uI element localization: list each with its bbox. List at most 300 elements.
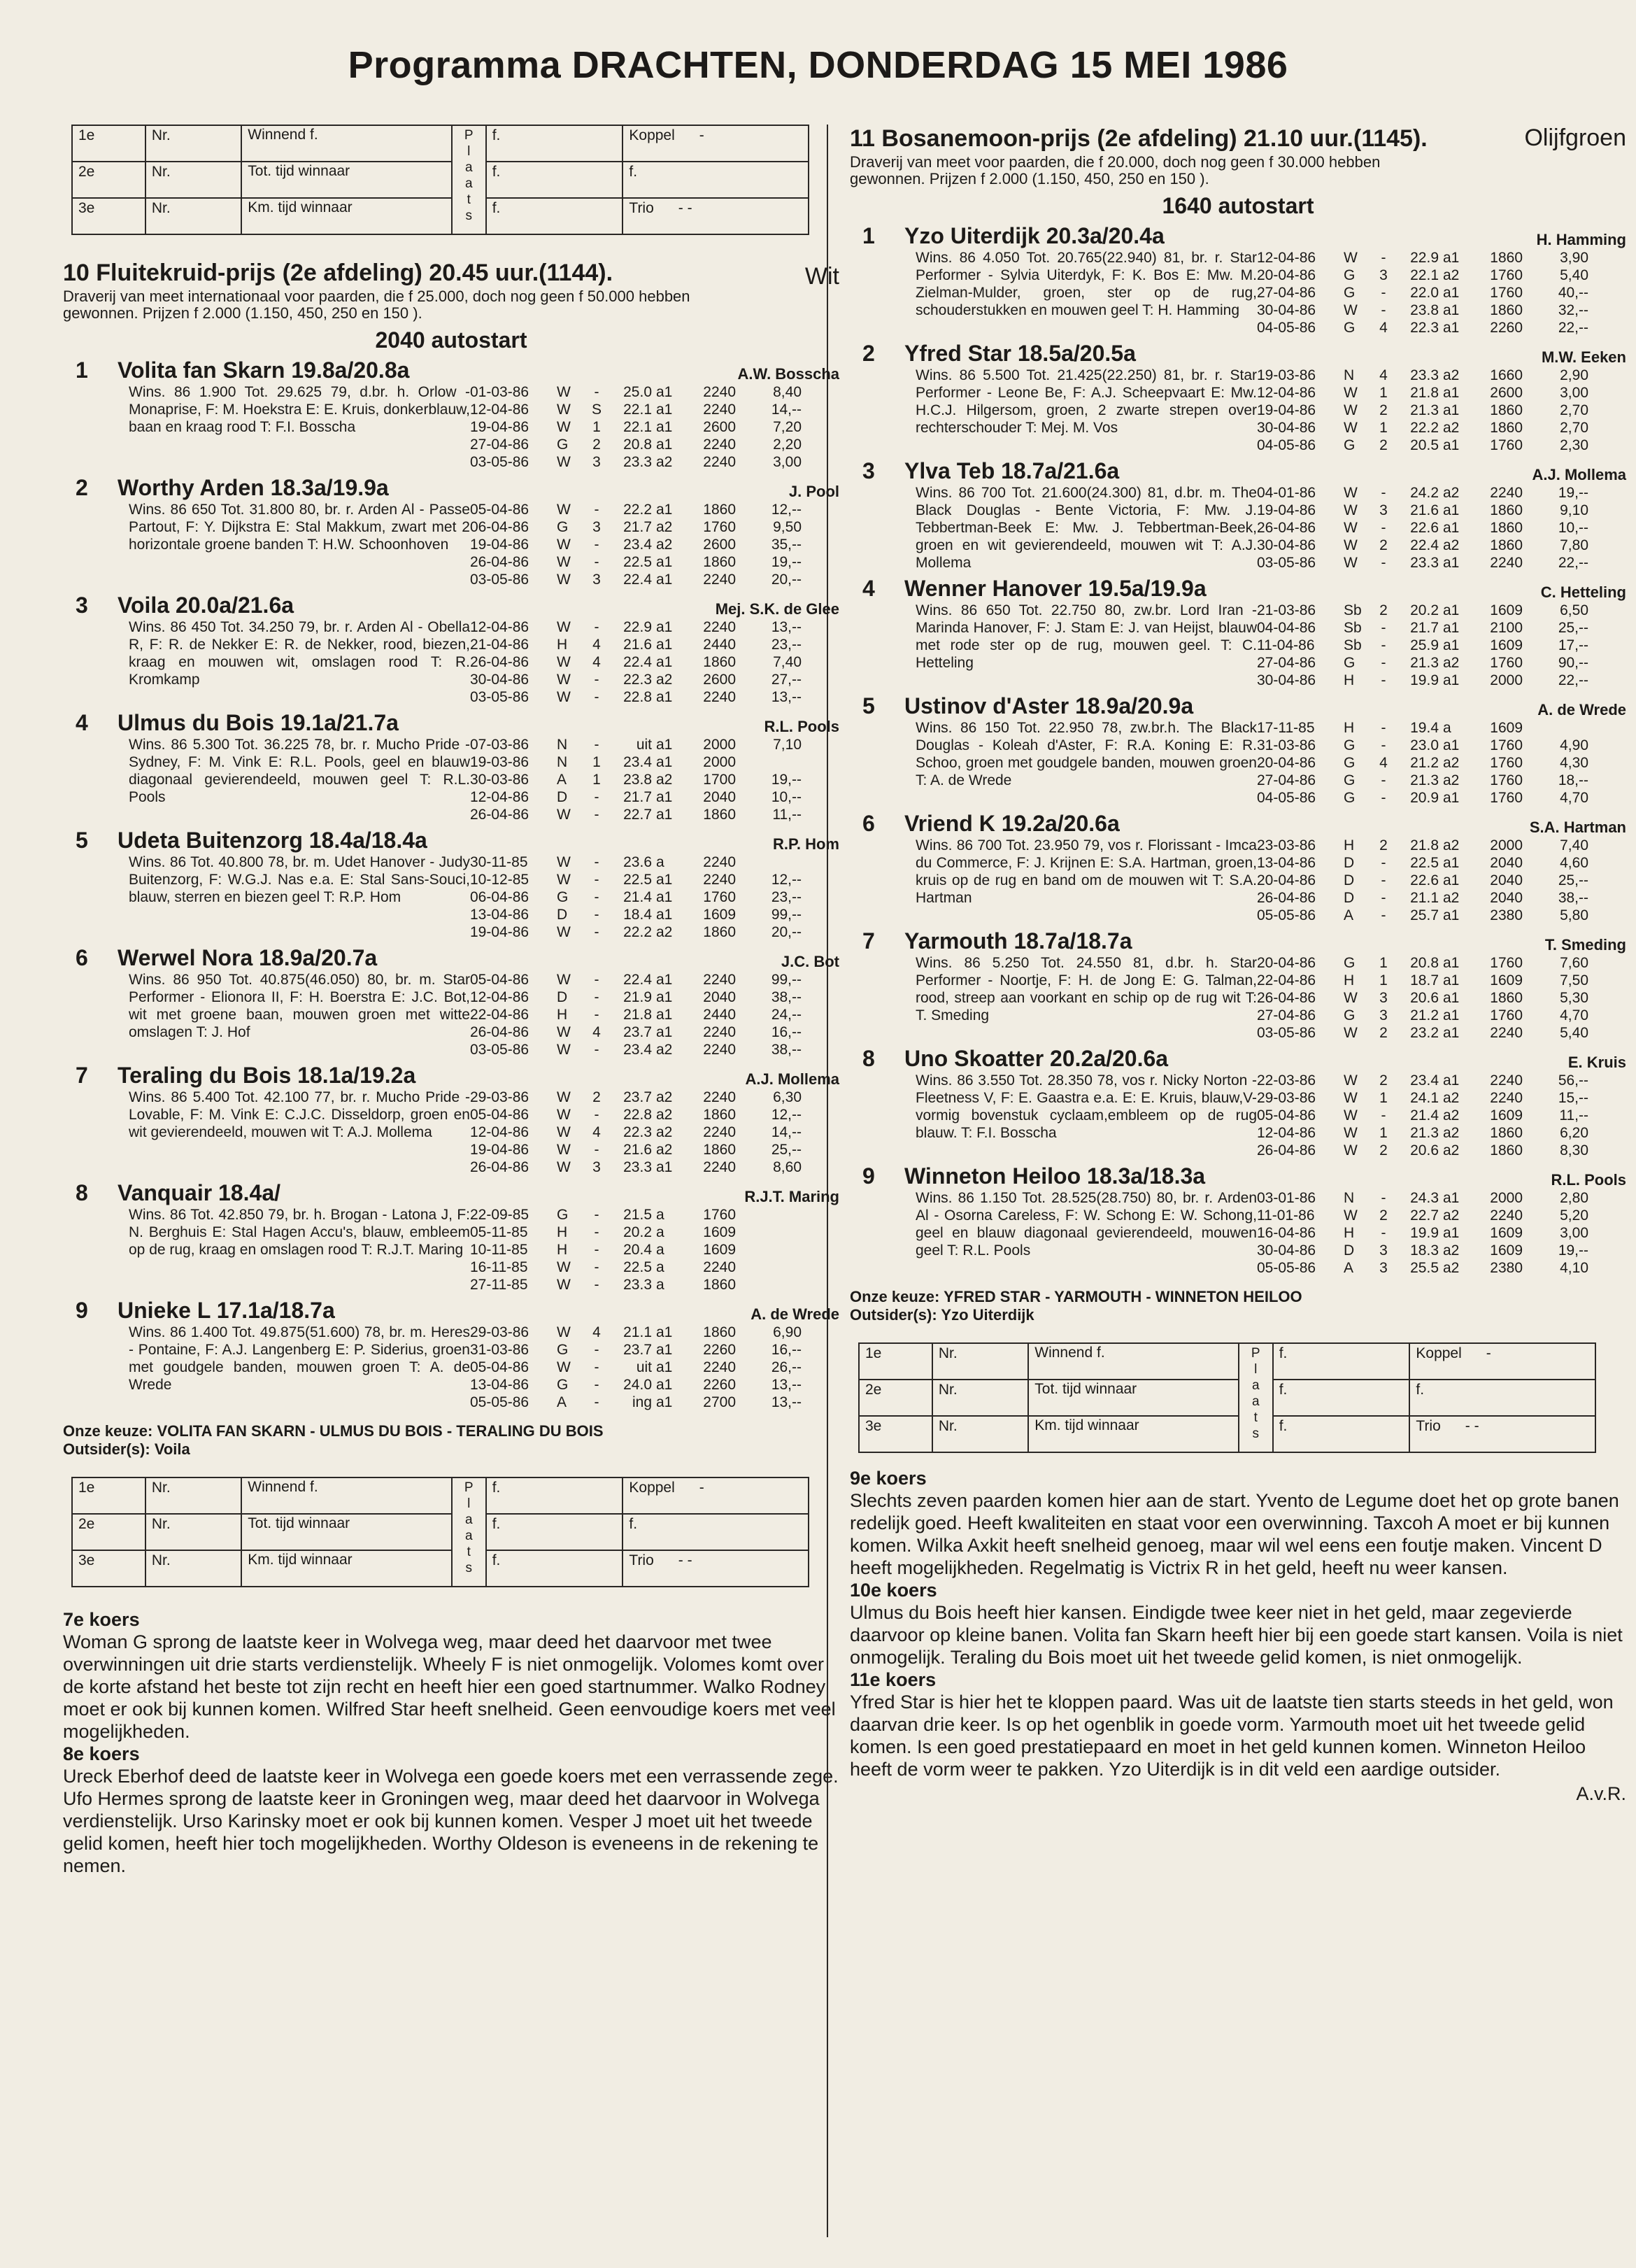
entry-header [63, 1063, 839, 1089]
form-track: H [557, 1224, 568, 1240]
form-odds: 19,-- [1558, 1242, 1588, 1259]
form-track: G [1344, 437, 1356, 453]
form-odds: 4,70 [1560, 1007, 1588, 1023]
entry-number: 5 [862, 693, 875, 718]
form-row [1257, 419, 1626, 437]
form-date: 12-04-86 [1257, 385, 1316, 401]
form-time: 22.5 [623, 554, 652, 570]
form-row [1257, 519, 1626, 537]
choice-value: YFRED STAR - YARMOUTH - WINNETON HEILOO [944, 1288, 1302, 1305]
form-date: 19-04-86 [470, 537, 529, 553]
form-place: - [1381, 285, 1386, 301]
form-row [470, 888, 839, 906]
form-track: G [1344, 655, 1356, 671]
form-distance: 1760 [1490, 655, 1523, 671]
commentary-text: Ureck Eberhof deed de laatste keer in Wolvega een goede koers met een verrassende zege. Ufo Hermes sprong de laatste keer in Groningen weg, maar deed het daarvoor in Wolvega verdienstelijk. Urso Karinsky moet er ook bij kunnen komen. Vesper J moet uit het tweede gelid komen, heeft hier toch mogelijkheden. Worthy Oldeson is eveneens in de rekening te nemen. [63, 1766, 839, 1876]
race-color: Wit [804, 263, 839, 290]
form-date: 30-04-86 [1257, 1242, 1316, 1259]
form-distance: 1860 [1490, 250, 1523, 266]
horse-description: Wins. 86 450 Tot. 34.250 79, br. r. Arden Al - Obella R, F: R. de Nekker E: R. de Nekker, rood, biezen, kraag en mouwen wit, omslagen rood T: R. Kromkamp [129, 619, 470, 688]
form-distance: 1860 [703, 1107, 736, 1123]
form-odds: 12,-- [771, 1107, 802, 1123]
form-code: a1 [656, 637, 673, 653]
result-bet-label: f. [623, 162, 809, 198]
form-row [1257, 889, 1626, 907]
form-odds: 22,-- [1558, 320, 1588, 336]
form-place: - [1381, 555, 1386, 571]
form-distance: 1860 [1490, 537, 1523, 553]
result-number-label: Nr. [145, 1514, 241, 1550]
form-odds: 20,-- [771, 572, 802, 588]
form-odds: 32,-- [1558, 302, 1588, 318]
form-time: 22.0 [1410, 285, 1439, 301]
form-odds: 38,-- [771, 1042, 802, 1058]
form-row [470, 536, 839, 553]
result-row [72, 1550, 809, 1587]
form-odds: 40,-- [1558, 285, 1588, 301]
form-code: a1 [1443, 955, 1460, 971]
outsider-label: Outsider(s): [63, 1440, 150, 1458]
form-code: a1 [656, 1359, 673, 1375]
form-row [1257, 672, 1626, 689]
form-date: 13-04-86 [1257, 855, 1316, 871]
form-date: 22-03-86 [1257, 1072, 1316, 1089]
form-time: 21.9 [623, 989, 652, 1005]
form-date: 30-03-86 [470, 772, 529, 788]
form-track: W [557, 1124, 571, 1140]
form-odds: 19,-- [1558, 485, 1588, 501]
horse-entry [63, 710, 839, 823]
result-amount: f. [486, 1550, 623, 1587]
form-code: a2 [656, 1089, 673, 1105]
form-odds: 2,90 [1560, 367, 1588, 383]
form-place: - [1381, 855, 1386, 871]
form-time: 21.7 [1410, 620, 1439, 636]
result-label: Tot. tijd winnaar [241, 162, 452, 198]
horse-description: Wins. 86 4.050 Tot. 20.765(22.940) 81, br. r. Star Performer - Sylvia Uiterdyk, F: K. Bos E: Mw. M. Zielman-Mulder, groen, ster op de rug, schouderstukken en mouwen geel T: H. Hamming [916, 250, 1257, 318]
form-track: W [557, 454, 571, 470]
result-table-slot [850, 1342, 1626, 1453]
form-distance: 1760 [703, 519, 736, 535]
form-code: a1 [1443, 1190, 1460, 1206]
form-row [1257, 602, 1626, 619]
form-row [1257, 837, 1626, 854]
form-row [470, 1259, 839, 1276]
result-bet-label: Koppel - [623, 1477, 809, 1514]
result-amount: f. [1273, 1416, 1410, 1452]
entry-number: 6 [76, 945, 88, 970]
form-time: 22.7 [623, 807, 652, 823]
entry-number: 3 [862, 458, 875, 483]
form-odds: 16,-- [771, 1342, 802, 1358]
form-code: a2 [656, 454, 673, 470]
result-number-label: Nr. [932, 1343, 1028, 1380]
form-date: 22-09-85 [470, 1207, 529, 1223]
entry-body [129, 383, 839, 471]
form-place: 3 [592, 519, 601, 535]
form-date: 05-05-86 [1257, 1260, 1316, 1276]
form-code: a1 [1443, 855, 1460, 871]
form-distance: 2260 [703, 1342, 736, 1358]
trainer-name: M.W. Eeken [1541, 348, 1626, 366]
form-row [1257, 1242, 1626, 1259]
form-place: - [1381, 790, 1386, 806]
result-label: Winnend f. [241, 1477, 452, 1514]
form-odds: 9,50 [773, 519, 802, 535]
form-track: W [557, 972, 571, 988]
form-track: W [557, 1324, 571, 1340]
form-track: G [1344, 790, 1356, 806]
form-track: D [557, 789, 568, 805]
result-number-label: Nr. [932, 1416, 1028, 1452]
form-place: - [1381, 890, 1386, 906]
form-date: 04-04-86 [1257, 620, 1316, 636]
entry-number: 9 [76, 1298, 88, 1323]
result-table [858, 1342, 1596, 1453]
horse-description: Wins. 86 1.900 Tot. 29.625 79, d.br. h. Orlow - Monaprise, F: M. Hoekstra E: E. Kruis, donkerblauw, baan en kraag rood T: F.I. Bosscha [129, 384, 470, 435]
form-row [1257, 954, 1626, 972]
form-distance: 1760 [703, 889, 736, 905]
form-date: 03-05-86 [470, 454, 529, 470]
form-place: - [1381, 302, 1386, 318]
horse-entry [850, 693, 1626, 807]
form-track: W [557, 1259, 571, 1275]
our-choice [63, 1422, 839, 1459]
form-time: 21.6 [1410, 502, 1439, 518]
entry-header [850, 928, 1626, 954]
horse-name: Yfred Star 18.5a/20.5a [904, 341, 1136, 366]
form-odds: 15,-- [1558, 1090, 1588, 1106]
form-time: 22.1 [1410, 267, 1439, 283]
form-odds: 11,-- [1559, 1107, 1588, 1124]
entry-body [916, 1189, 1626, 1277]
form-list [1257, 484, 1626, 572]
horse-description: Wins. 86 1.400 Tot. 49.875(51.600) 78, br. m. Heres - Pontaine, F: A.J. Langenberg E: P. Siderius, groen met goudgele banden, mouwen groen T: A. de Wrede [129, 1324, 470, 1393]
form-time: 21.3 [1410, 655, 1439, 671]
trainer-name: R.L. Pools [764, 718, 839, 735]
race-start: 2040 autostart [375, 327, 527, 353]
form-track: H [557, 1007, 568, 1023]
entry-header [63, 828, 839, 853]
result-label: Tot. tijd winnaar [1028, 1380, 1239, 1416]
form-time: 23.8 [623, 772, 652, 788]
form-odds: 56,-- [1558, 1072, 1588, 1089]
form-track: W [1344, 402, 1358, 418]
result-bet-label: Trio - - [623, 1550, 809, 1587]
entry-header [63, 1180, 839, 1206]
form-odds: 19,-- [771, 554, 802, 570]
form-place: 3 [1379, 990, 1388, 1006]
form-track: W [557, 654, 571, 670]
form-date: 06-04-86 [470, 519, 529, 535]
form-distance: 2000 [1490, 672, 1523, 688]
form-odds: 38,-- [1558, 890, 1588, 906]
form-date: 29-03-86 [470, 1324, 529, 1340]
form-odds: 8,60 [773, 1159, 802, 1175]
result-row [859, 1343, 1595, 1380]
form-track: N [1344, 1190, 1355, 1206]
form-row [1257, 502, 1626, 519]
form-track: H [557, 637, 568, 653]
form-time: 23.4 [623, 754, 652, 770]
form-date: 12-04-86 [1257, 250, 1316, 266]
form-place: 2 [1379, 537, 1388, 553]
horse-description: Wins. 86 700 Tot. 21.600(24.300) 81, d.br. m. The Black Douglas - Bente Victoria, F: Mw. J. Tebbertman-Beek E: Mw. J. Tebbertman-Beek, groen en wit gevierendeeld, mouwen wit T: A.J. Mollema [916, 485, 1257, 571]
form-row [1257, 249, 1626, 267]
outsider-value: Voila [154, 1440, 190, 1458]
form-track: G [557, 1377, 569, 1393]
form-date: 30-04-86 [1257, 420, 1316, 436]
form-code: a2 [656, 924, 673, 940]
form-date: 03-01-86 [1257, 1190, 1316, 1206]
signature: A.v.R. [1576, 1783, 1626, 1804]
form-code: a1 [1443, 672, 1460, 688]
form-distance: 1609 [1490, 972, 1523, 988]
form-track: W [1344, 302, 1358, 318]
form-code: a1 [656, 989, 673, 1005]
form-place: 2 [592, 437, 601, 453]
form-place: - [1381, 250, 1386, 266]
form-time: 20.6 [1410, 990, 1439, 1006]
race-10 [63, 259, 839, 1459]
form-distance: 2240 [1490, 485, 1523, 501]
form-place: - [1381, 485, 1386, 501]
form-distance: 1860 [1490, 990, 1523, 1006]
form-track: H [1344, 720, 1355, 736]
form-odds: 7,40 [773, 654, 802, 670]
form-time: 23.7 [623, 1342, 652, 1358]
form-track: G [1344, 267, 1356, 283]
horse-entry [63, 593, 839, 706]
form-distance: 1860 [703, 924, 736, 940]
form-distance: 2600 [703, 419, 736, 435]
form-place: - [594, 854, 599, 870]
form-row [470, 1041, 839, 1058]
form-odds: 12,-- [771, 872, 802, 888]
form-odds: 23,-- [771, 637, 802, 653]
entry-header [63, 475, 839, 501]
entry-header [850, 458, 1626, 484]
form-odds: 4,60 [1560, 855, 1588, 871]
form-row [470, 1276, 839, 1294]
right-column [850, 125, 1626, 1805]
commentary-text: Woman G sprong de laatste keer in Wolvega weg, maar deed het daarvoor met twee overwinningen uit drie starts verdienstelijk. Wheely F is niet onmogelijk. Volomes komt over de korte afstand het beste tot zijn recht en heeft hier een goed startnummer. Walko Rodney moet er ook bij kunnen komen. Wilfred Star heeft snelheid. Geen eenvoudige koers met veel mogelijkheden. [63, 1631, 836, 1742]
form-time: 23.6 [623, 854, 652, 870]
form-date: 10-12-85 [470, 872, 529, 888]
entry-body [916, 954, 1626, 1042]
result-bet-label: Trio - - [1409, 1416, 1595, 1452]
form-date: 06-04-86 [470, 889, 529, 905]
form-row [1257, 772, 1626, 789]
form-distance: 2040 [1490, 890, 1523, 906]
form-code: a2 [1443, 755, 1460, 771]
horse-description: Wins. 86 5.500 Tot. 21.425(22.250) 81, br. r. Star Performer - Leone Be, F: A.J. Scheepvaart E: Mw. H.C.J. Hilgersom, groen, 2 zwarte strepen over rechterschouder T: Mej. M. Vos [916, 367, 1257, 436]
form-odds: 6,30 [773, 1089, 802, 1105]
form-row [1257, 1224, 1626, 1242]
form-row [1257, 1024, 1626, 1042]
result-label: Winnend f. [1028, 1343, 1239, 1380]
horse-name: Vriend K 19.2a/20.6a [904, 811, 1120, 836]
horse-description: Wins. 86 3.550 Tot. 28.350 78, vos r. Nicky Norton - Fleetness V, F: E. Gaastra e.a. E: E. Kruis, blauw,V-vormig bovenstuk cyclaam,embleem op de rug blauw. T: F.I. Bosscha [916, 1072, 1257, 1141]
form-row [470, 453, 839, 471]
form-place: 2 [592, 1089, 601, 1105]
form-time: 22.8 [623, 1107, 652, 1123]
form-place: 2 [1379, 1207, 1388, 1224]
form-date: 22-04-86 [470, 1007, 529, 1023]
form-track: W [557, 924, 571, 940]
form-distance: 2240 [703, 1359, 736, 1375]
form-time: 18.3 [1410, 1242, 1439, 1259]
form-place: - [594, 737, 599, 753]
form-code: a2 [1443, 837, 1460, 853]
form-row [470, 1089, 839, 1106]
form-track: A [557, 772, 567, 788]
form-row [1257, 1142, 1626, 1159]
form-time: 22.9 [623, 619, 652, 635]
form-code: a1 [1443, 990, 1460, 1006]
horse-entry [63, 357, 839, 471]
form-distance: 1609 [1490, 1242, 1523, 1259]
form-distance: 1860 [703, 1142, 736, 1158]
entry-number: 7 [76, 1063, 88, 1088]
plaats-label: P l a a t s [1239, 1343, 1273, 1452]
form-code: a1 [656, 402, 673, 418]
horse-name: Uno Skoatter 20.2a/20.6a [904, 1046, 1169, 1071]
form-time: 20.4 [623, 1242, 652, 1258]
form-row [470, 553, 839, 571]
form-date: 26-04-86 [470, 807, 529, 823]
horse-entry [63, 1063, 839, 1176]
horse-entry [850, 576, 1626, 689]
entry-body [129, 736, 839, 823]
form-distance: 2240 [1490, 1025, 1523, 1041]
form-row [470, 688, 839, 706]
form-distance: 2240 [703, 872, 736, 888]
form-odds: 10,-- [771, 789, 802, 805]
form-date: 27-04-86 [1257, 285, 1316, 301]
form-distance: 1760 [1490, 437, 1523, 453]
form-odds [736, 1241, 802, 1259]
commentary-heading: 7e koers [63, 1609, 140, 1630]
commentary-heading: 10e koers [850, 1580, 937, 1601]
form-code: a2 [656, 519, 673, 535]
form-track: W [557, 419, 571, 435]
form-place: - [594, 384, 599, 400]
form-distance: 1760 [1490, 790, 1523, 806]
form-time: 20.6 [1410, 1142, 1439, 1158]
form-date: 11-04-86 [1257, 637, 1315, 653]
form-time: 18.7 [1410, 972, 1439, 988]
commentary-heading: 9e koers [850, 1468, 927, 1489]
entry-header [850, 693, 1626, 719]
form-list [1257, 719, 1626, 807]
horse-entry [63, 828, 839, 941]
horse-name: Winneton Heiloo 18.3a/18.3a [904, 1163, 1206, 1189]
horse-description: Wins. 86 Tot. 42.850 79, br. h. Brogan - Latona J, F: N. Berghuis E: Stal Hagen Accu's, blauw, embleem op de rug, kraag en omslagen rood T: R.J.T. Maring [129, 1207, 470, 1258]
form-place: 2 [1379, 402, 1388, 418]
form-time: 21.1 [1410, 890, 1439, 906]
form-code: a1 [656, 384, 673, 400]
form-row [470, 871, 839, 888]
form-code: a2 [1443, 1107, 1460, 1124]
form-odds: 6,90 [773, 1324, 802, 1340]
plaats-label: P l a a t s [452, 125, 486, 234]
result-row [72, 1477, 809, 1514]
form-row [1257, 302, 1626, 319]
form-odds: 25,-- [1558, 620, 1588, 636]
form-distance: 1760 [1490, 267, 1523, 283]
form-code: a1 [656, 1159, 673, 1175]
form-time: 22.3 [623, 1124, 652, 1140]
form-odds: 5,80 [1560, 907, 1588, 923]
form-row [470, 501, 839, 518]
form-distance: 1609 [703, 1242, 736, 1258]
form-time: 21.3 [1410, 772, 1439, 788]
form-code: a1 [1443, 872, 1460, 888]
form-place: 1 [1379, 1090, 1388, 1106]
entry-header [850, 223, 1626, 249]
form-code: a2 [1443, 655, 1460, 671]
form-code: a [1443, 720, 1451, 736]
form-time: 22.5 [623, 872, 652, 888]
form-odds: 4,70 [1560, 790, 1588, 806]
form-odds: 2,70 [1560, 402, 1588, 418]
form-distance: 1760 [1490, 1007, 1523, 1023]
form-date: 05-05-86 [470, 1394, 529, 1410]
form-date: 29-03-86 [1257, 1090, 1316, 1106]
entry-number: 3 [76, 593, 88, 618]
form-odds: 13,-- [771, 1394, 802, 1410]
form-time: 22.2 [623, 924, 652, 940]
form-odds: 3,00 [1560, 1225, 1588, 1241]
form-track: H [1344, 672, 1355, 688]
form-code: a1 [656, 972, 673, 988]
form-time: 20.2 [623, 1224, 652, 1240]
result-table [71, 125, 809, 235]
form-code: a1 [656, 889, 673, 905]
horse-name: Voila 20.0a/21.6a [118, 593, 294, 618]
result-amount: f. [486, 1477, 623, 1514]
form-code: a1 [1443, 907, 1460, 923]
horse-name: Teraling du Bois 18.1a/19.2a [118, 1063, 416, 1088]
form-code: a2 [1443, 1260, 1460, 1276]
result-position: 1e [859, 1343, 932, 1380]
horse-name: Yarmouth 18.7a/18.7a [904, 928, 1132, 954]
form-list [1257, 837, 1626, 924]
form-odds: 14,-- [771, 1124, 802, 1140]
form-odds: 27,-- [771, 672, 802, 688]
form-track: D [1344, 872, 1355, 888]
horse-name: Yzo Uiterdijk 20.3a/20.4a [904, 223, 1165, 248]
result-bet-label: f. [1409, 1380, 1595, 1416]
form-place: - [594, 1142, 599, 1158]
form-odds: 2,30 [1560, 437, 1588, 453]
form-distance: 1609 [1490, 1225, 1523, 1241]
form-row [470, 771, 839, 788]
form-date: 26-04-86 [470, 554, 529, 570]
result-bet-label: f. [623, 1514, 809, 1550]
form-distance: 1660 [1490, 367, 1523, 383]
form-time: 22.8 [623, 689, 652, 705]
form-time: 20.9 [1410, 790, 1439, 806]
form-distance: 1860 [703, 1277, 736, 1293]
horse-description: Wins. 86 650 Tot. 22.750 80, zw.br. Lord Iran - Marinda Hanover, F: J. Stam E: J. van Heijst, blauw met rode ster op de rug, mouwen geel. T: C. Hetteling [916, 602, 1257, 671]
form-distance: 2040 [1490, 855, 1523, 871]
trainer-name: H. Hamming [1536, 231, 1626, 248]
form-distance: 1860 [1490, 420, 1523, 436]
form-track: Sb [1344, 620, 1362, 636]
form-distance: 2240 [703, 689, 736, 705]
